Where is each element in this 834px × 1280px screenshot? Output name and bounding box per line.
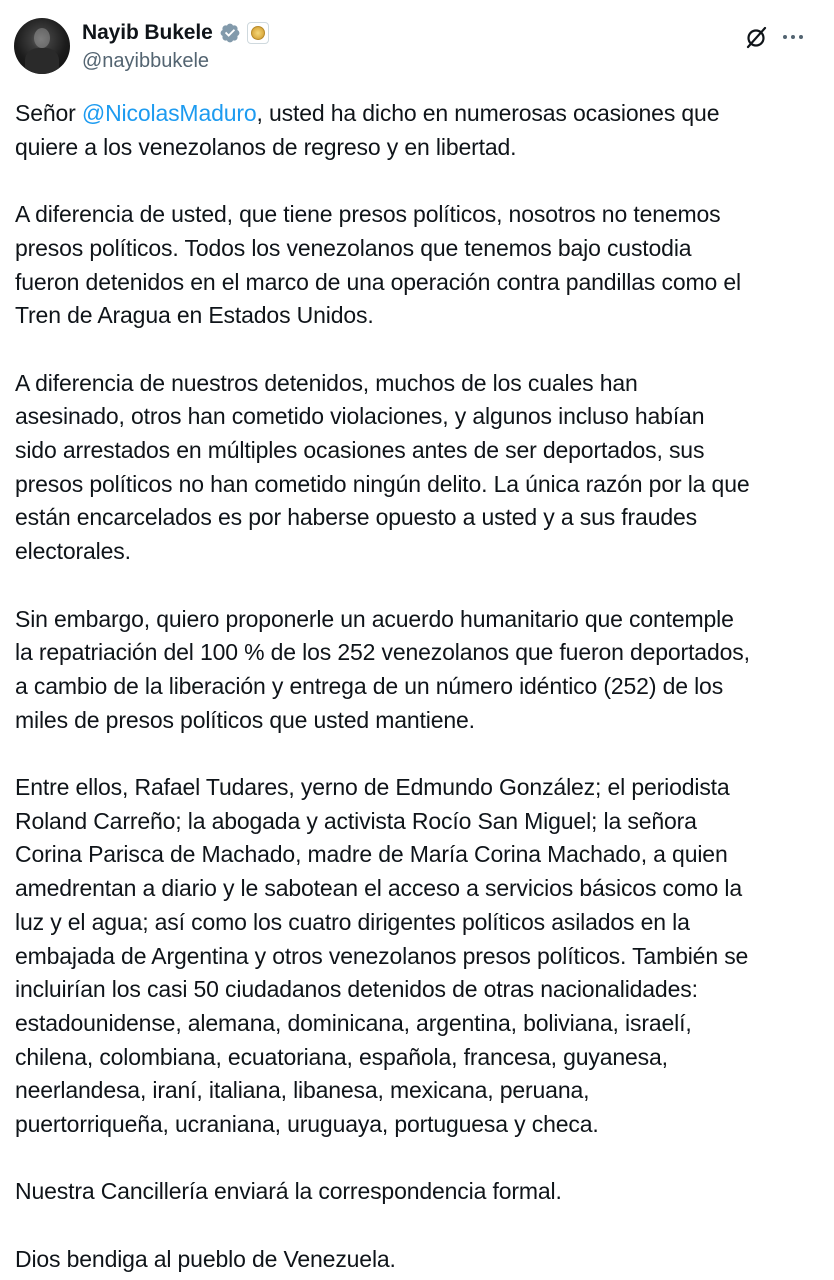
tweet-line: Tren de Aragua en Estados Unidos. (15, 302, 374, 329)
more-horizontal-icon[interactable] (780, 24, 806, 50)
tweet-line: A diferencia de nuestros detenidos, muchos de los cuales han (15, 369, 638, 396)
text-segment: Señor (15, 100, 82, 126)
tweet-line: chilena, colombiana, ecuatoriana, española, francesa, guyanesa, (15, 1043, 668, 1070)
tweet-line: Sin embargo, quiero proponerle un acuerdo humanitario que contemple (15, 605, 734, 632)
tweet-line: embajada de Argentina y otros venezolanos presos políticos. También se (15, 942, 749, 969)
tweet-line (15, 97, 821, 131)
tweet-paragraph-1 (15, 97, 821, 164)
tweet-line: puertorriqueña, ucraniana, uruguaya, portuguesa y checa. (15, 1111, 599, 1138)
text-segment: , usted ha dicho en numerosas ocasiones que (256, 100, 720, 126)
tweet-line: miles de presos políticos que usted mantiene. (15, 706, 475, 733)
tweet-line: luz y el agua; así como los cuatro dirigentes políticos asilados en la (15, 908, 690, 935)
tweet-text (15, 97, 821, 1280)
avatar-head-shape (34, 28, 50, 48)
tweet-line: presos políticos no han cometido ningún delito. La única razón por la que (15, 470, 750, 497)
tweet-line: asesinado, otros han cometido violaciones, y algunos incluso habían (15, 403, 705, 430)
tweet-line: electorales. (15, 538, 131, 565)
tweet-paragraph-4 (15, 603, 821, 738)
tweet-line: A diferencia de usted, que tiene presos políticos, nosotros no tenemos (15, 201, 721, 228)
tweet-paragraph-2 (15, 198, 821, 333)
tweet-line: incluirían los casi 50 ciudadanos detenidos de otras nacionalidades: (15, 976, 698, 1003)
seal-shape (251, 26, 265, 40)
tweet-paragraph-7 (15, 1243, 821, 1277)
tweet-line: quiere a los venezolanos de regreso y en libertad. (15, 133, 517, 160)
grok-icon[interactable] (744, 24, 770, 50)
mention-link[interactable]: @NicolasMaduro (81, 100, 257, 126)
tweet-line: sido arrestados en múltiples ocasiones antes de ser deportados, sus (15, 437, 705, 463)
verified-badge-icon[interactable] (219, 22, 241, 44)
tweet-line: están encarcelados es por haberse opuesto a usted y a sus fraudes (15, 504, 697, 531)
tweet-line: fueron detenidos en el marco de una operación contra pandillas como el (15, 268, 741, 295)
author-name-row (82, 20, 269, 46)
tweet-line: Roland Carreño; la abogada y activista Rocío San Miguel; la señora (15, 807, 697, 834)
tweet-line: neerlandesa, iraní, italiana, libanesa, mexicana, peruana, (15, 1077, 590, 1104)
author-handle[interactable]: @nayibbukele (82, 50, 210, 72)
tweet-line: Corina Parisca de Machado, madre de María Corina Machado, a quien (15, 841, 728, 868)
avatar-body-shape (25, 48, 59, 74)
tweet-paragraph-5 (15, 771, 821, 1142)
avatar[interactable] (14, 18, 70, 74)
tweet-line: estadounidense, alemana, dominicana, argentina, boliviana, israelí, (15, 1009, 692, 1036)
tweet-line: a cambio de la liberación y entrega de un número idéntico (252) de los (15, 672, 724, 699)
tweet-line: Entre ellos, Rafael Tudares, yerno de Edmundo González; el periodista (15, 774, 730, 800)
tweet-line: amedrentan a diario y le sabotean el acceso a servicios básicos como la (15, 875, 743, 902)
tweet-line: Nuestra Cancillería enviará la correspondencia formal. (15, 1178, 562, 1205)
tweet-line: presos políticos. Todos los venezolanos que tenemos bajo custodia (15, 234, 692, 261)
tweet-paragraph-3 (15, 367, 821, 569)
tweet-line: Dios bendiga al pueblo de Venezuela. (15, 1245, 396, 1272)
tweet-header (14, 16, 820, 76)
tweet-paragraph-6 (15, 1175, 821, 1209)
government-seal-icon[interactable] (247, 22, 269, 44)
author-display-name[interactable]: Nayib Bukele (82, 21, 213, 44)
tweet-line: la repatriación del 100 % de los 252 venezolanos que fueron deportados, (15, 639, 750, 666)
